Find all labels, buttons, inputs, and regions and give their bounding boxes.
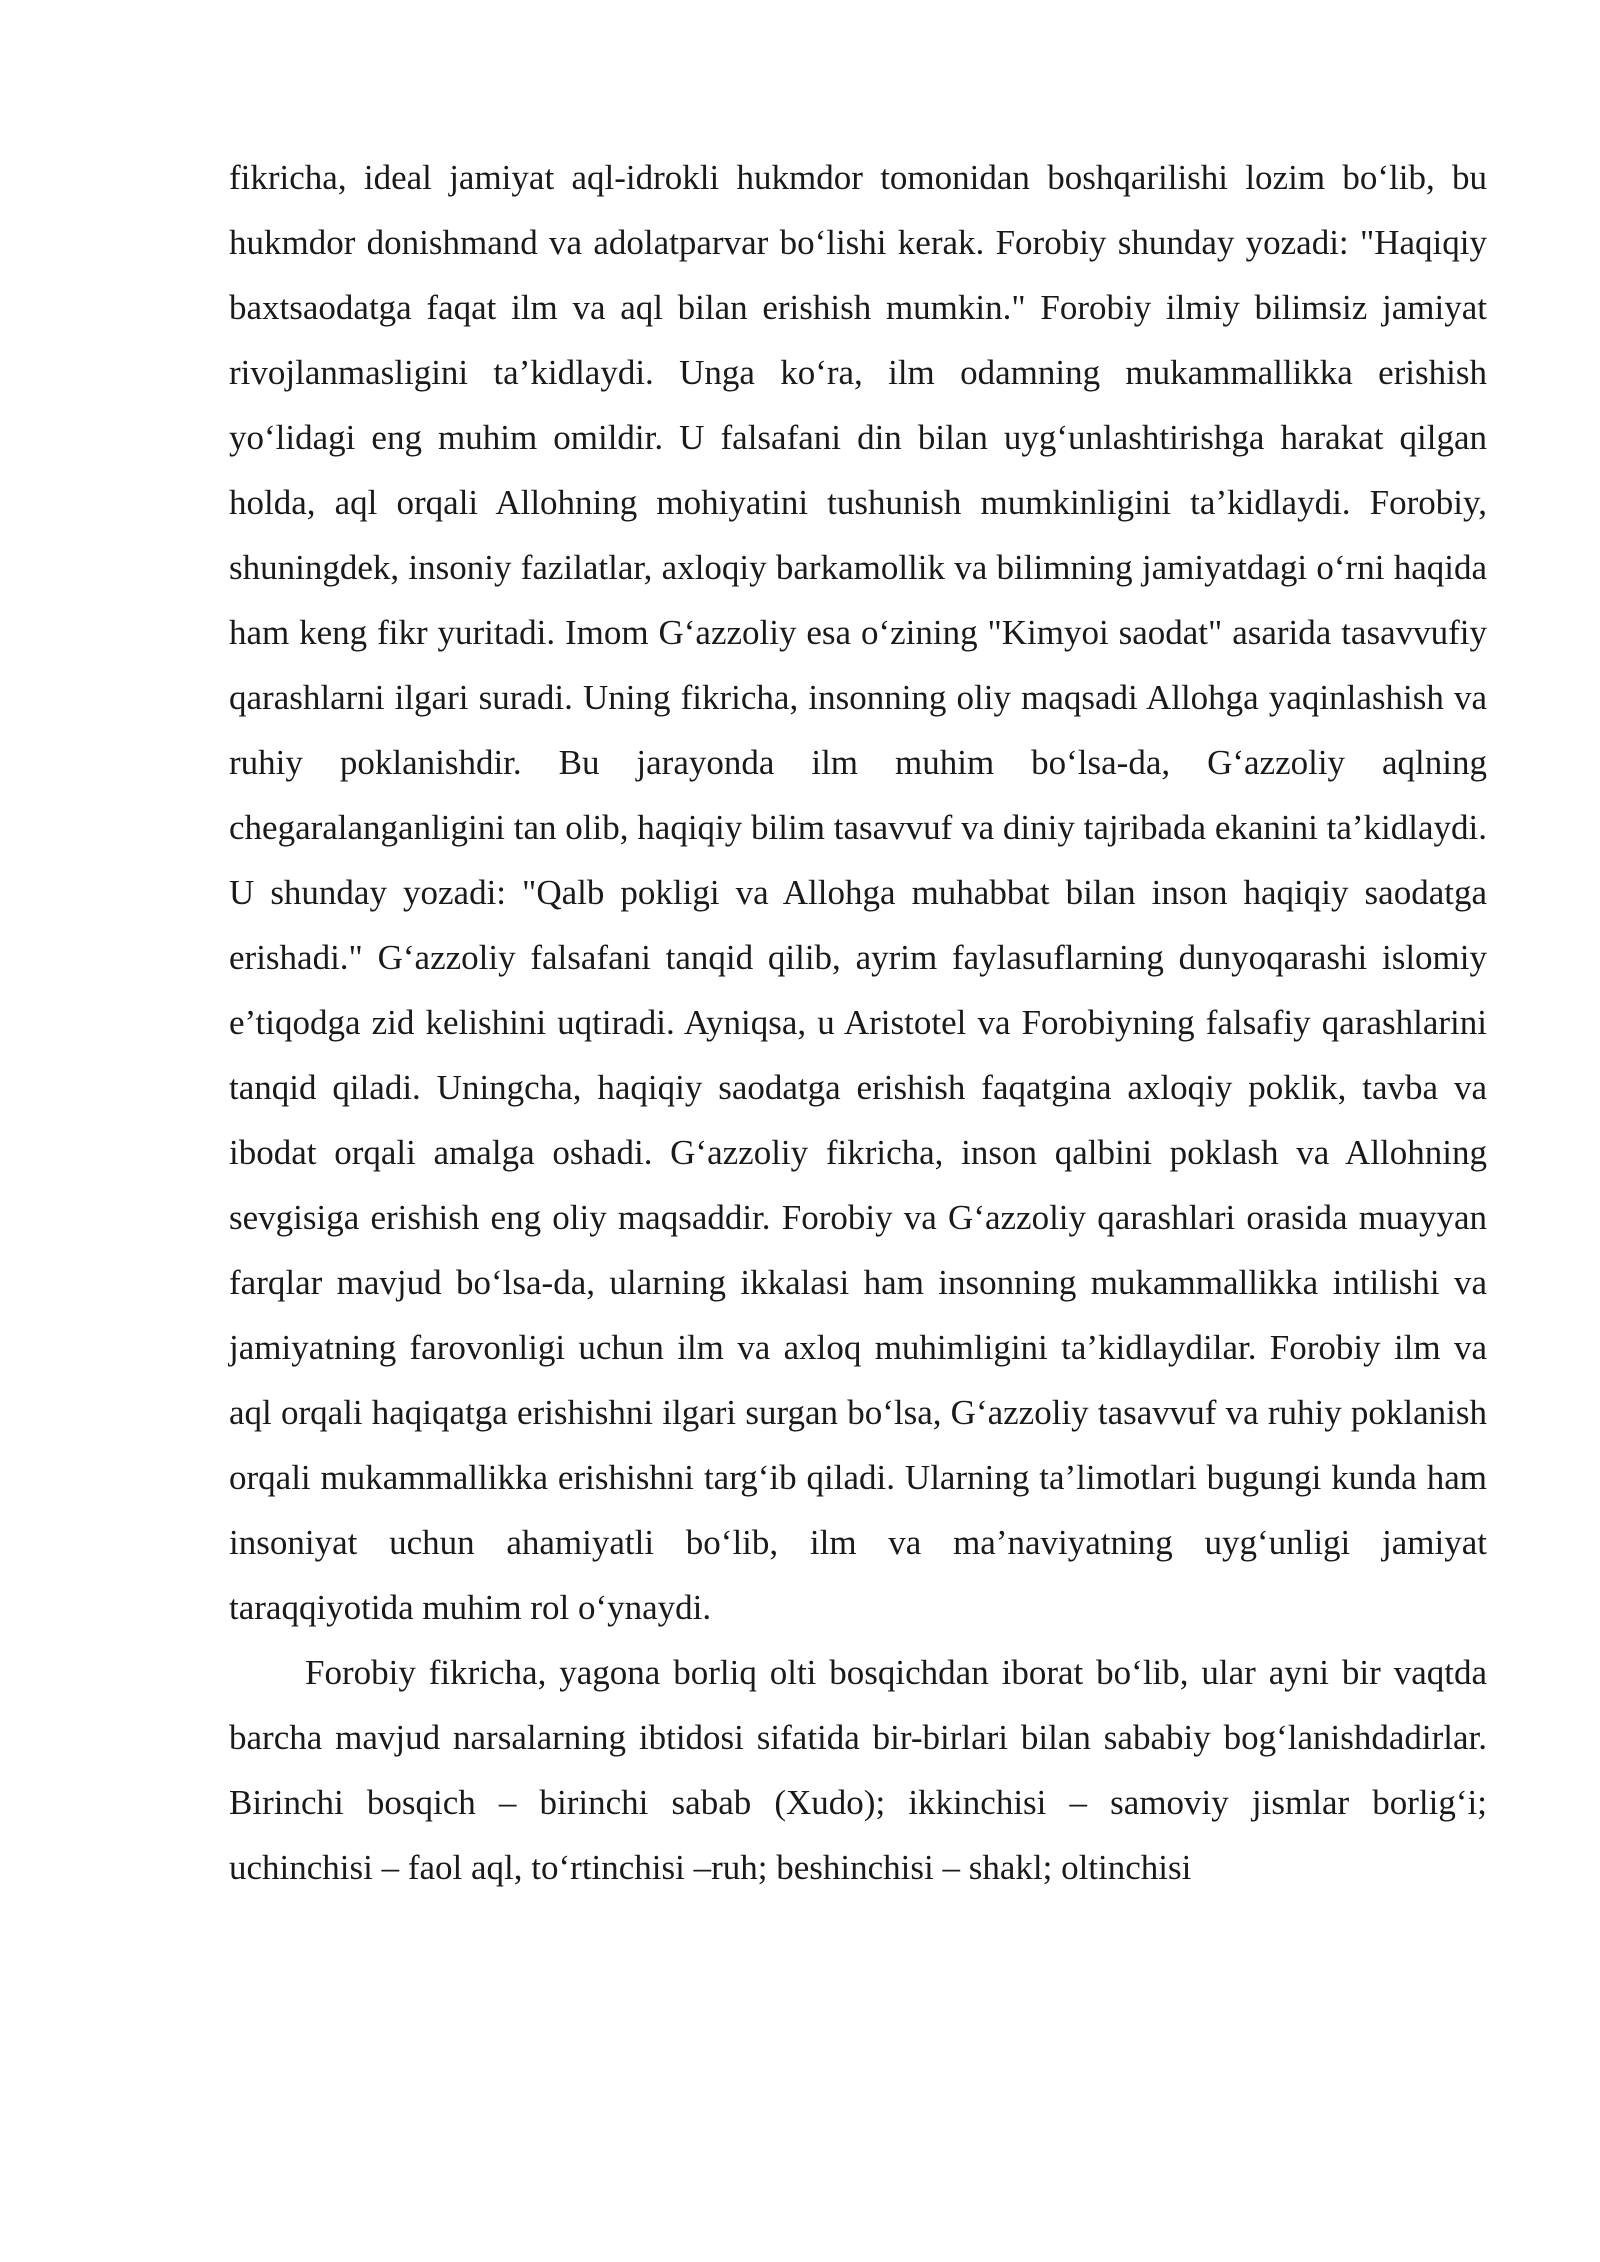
document-body — [229, 145, 1487, 1900]
paragraph-2: Forobiy fikricha, yagona borliq olti bosqichdan iborat bo‘lib, ular ayni bir vaqtda barcha mavjud narsalarning ibtidosi sifatida bir-birlari bilan sababiy bog‘lanishdadirlar. Birinchi bosqich – birinchi sabab (Xudo); ikkinchisi – samoviy jismlar borlig‘i; uchinchisi – faol aql, to‘rtinchisi –ruh; beshinchisi – shakl; oltinchisi — [229, 1653, 1487, 1887]
paragraph-1: fikricha, ideal jamiyat aql-idrokli hukmdor tomonidan boshqarilishi lozim bo‘lib, bu hukmdor donishmand va adolatparvar bo‘lishi kerak. Forobiy shunday yozadi: "Haqiqiy baxtsaodatga faqat ilm va aql bilan erishish mumkin." Forobiy ilmiy bilimsiz jamiyat rivojlanmasligini ta’kidlaydi. Unga ko‘ra, ilm odamning mukammallikka erishish yo‘lidagi eng muhim omildir. U falsafani din bilan uyg‘unlashtirishga harakat qilgan holda, aql orqali Allohning mohiyatini tushunish mumkinligini ta’kidlaydi. Forobiy, shuningdek, insoniy fazilatlar, axloqiy barkamollik va bilimning jamiyatdagi o‘rni haqida ham keng fikr yuritadi. Imom G‘azzoliy esa o‘zining "Kimyoi saodat" asarida tasavvufiy qarashlarni ilgari suradi. Uning fikricha, insonning oliy maqsadi Allohga yaqinlashish va ruhiy poklanishdir. Bu jarayonda ilm muhim bo‘lsa-da, G‘azzoliy aqlning chegaralanganligini tan olib, haqiqiy bilim tasavvuf va diniy tajribada ekanini ta’kidlaydi. U shunday yozadi: "Qalb pokligi va Allohga muhabbat bilan inson haqiqiy saodatga erishadi." G‘azzoliy falsafani tanqid qilib, ayrim faylasuflarning dunyoqarashi islomiy e’tiqodga zid kelishini uqtiradi. Ayniqsa, u Aristotel va Forobiyning falsafiy qarashlarini tanqid qiladi. Uningcha, haqiqiy saodatga erishish faqatgina axloqiy poklik, tavba va ibodat orqali amalga oshadi. G‘azzoliy fikricha, inson qalbini poklash va Allohning sevgisiga erishish eng oliy maqsaddir. Forobiy va G‘azzoliy qarashlari orasida muayyan farqlar mavjud bo‘lsa-da, ularning ikkalasi ham insonning mukammallikka intilishi va jamiyatning farovonligi uchun ilm va axloq muhimligini ta’kidlaydilar. Forobiy ilm va aql orqali haqiqatga erishishni ilgari surgan bo‘lsa, G‘azzoliy tasavvuf va ruhiy poklanish orqali mukammallikka erishishni targ‘ib qiladi. Ularning ta’limotlari bugungi kunda ham insoniyat uchun ahamiyatli bo‘lib, ilm va ma’naviyatning uyg‘unligi jamiyat taraqqiyotida muhim rol o‘ynaydi. — [229, 158, 1487, 1627]
